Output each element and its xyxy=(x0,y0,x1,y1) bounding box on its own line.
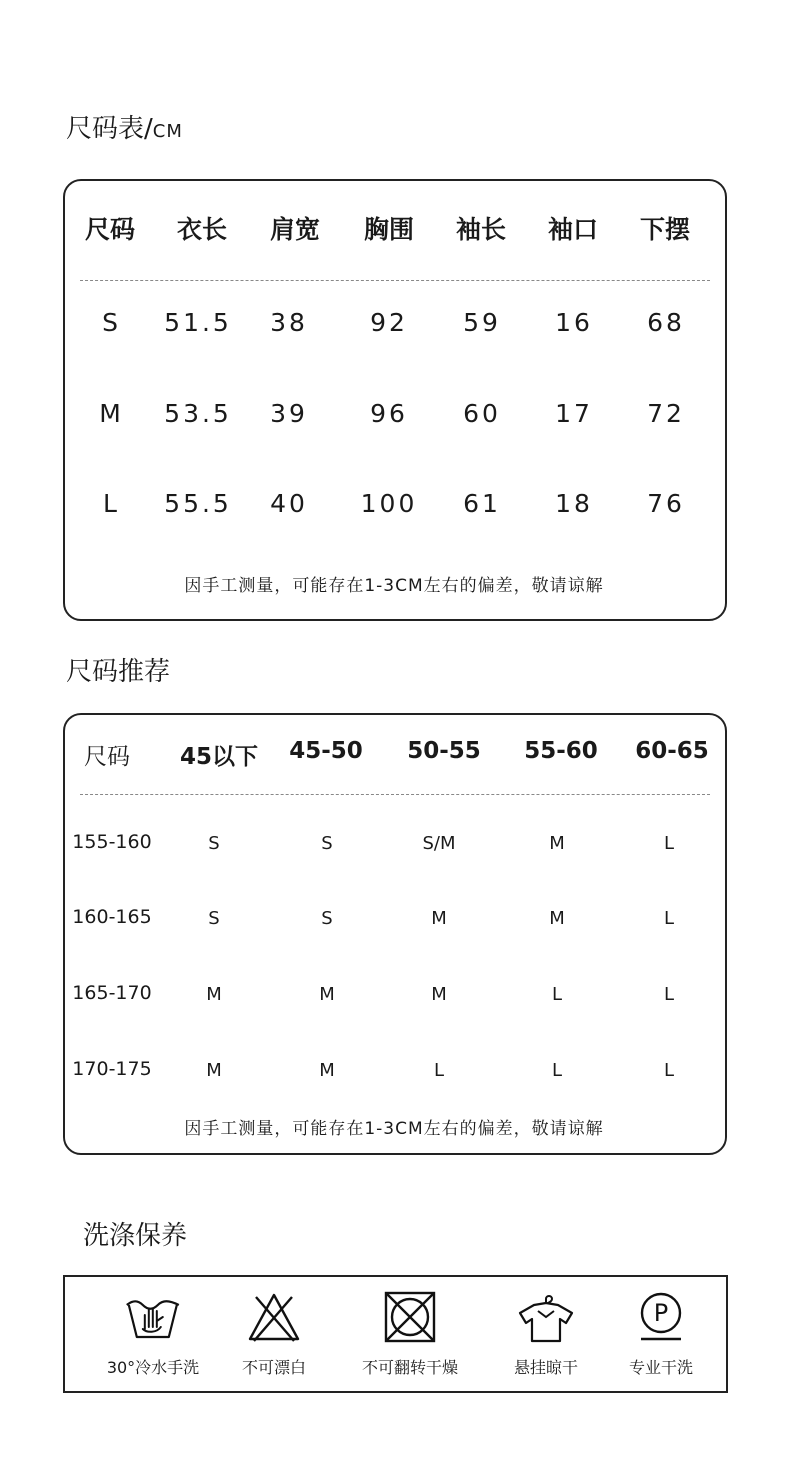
size-value: 39 xyxy=(270,399,308,428)
size-value: 68 xyxy=(647,308,685,337)
recommend-value: L xyxy=(663,984,675,1005)
size-value: 59 xyxy=(463,308,501,337)
size-value: 96 xyxy=(370,399,408,428)
recommend-value: M xyxy=(549,908,565,929)
recommend-value: M xyxy=(206,1060,222,1081)
size-value: 18 xyxy=(555,489,593,518)
recommend-value: M xyxy=(319,1060,335,1081)
recommend-value: M xyxy=(319,984,335,1005)
recommend-header: 60-65 xyxy=(635,738,709,764)
recommend-value: L xyxy=(433,1060,445,1081)
care-label: 30°冷水手洗 xyxy=(106,1358,200,1377)
recommend-value: L xyxy=(551,984,563,1005)
size-value: 92 xyxy=(370,308,408,337)
care-title: 洗涤保养 xyxy=(83,1221,188,1251)
size-label: S xyxy=(102,308,118,337)
recommend-header: 45以下 xyxy=(179,744,259,770)
recommend-value: S xyxy=(208,908,220,929)
care-item-hand-wash xyxy=(107,1291,199,1378)
size-value: 40 xyxy=(270,489,308,518)
size-label: M xyxy=(99,399,121,428)
recommend-value: M xyxy=(431,984,447,1005)
size-chart-unit: CM xyxy=(152,121,183,142)
care-item-no-tumble-dry xyxy=(362,1291,458,1378)
recommend-header: 50-55 xyxy=(407,738,481,764)
recommend-divider xyxy=(80,794,710,795)
size-value: 53.5 xyxy=(164,399,232,428)
hang-dry-icon xyxy=(516,1291,576,1343)
recommend-title: 尺码推荐 xyxy=(66,657,171,687)
height-label: 160-165 xyxy=(72,906,152,928)
height-label: 170-175 xyxy=(72,1058,152,1080)
size-label: L xyxy=(103,489,117,518)
size-chart-header: 尺码 xyxy=(84,215,136,244)
recommend-value: L xyxy=(663,833,675,854)
size-chart-header: 肩宽 xyxy=(269,215,321,244)
size-value: 72 xyxy=(647,399,685,428)
recommend-value: S xyxy=(321,908,333,929)
size-value: 38 xyxy=(270,308,308,337)
care-label: 不可漂白 xyxy=(241,1358,307,1377)
size-chart-divider xyxy=(80,280,710,281)
height-label: 155-160 xyxy=(72,831,152,853)
size-value: 17 xyxy=(555,399,593,428)
size-chart-header: 胸围 xyxy=(363,215,415,244)
size-chart-header: 袖长 xyxy=(455,215,507,244)
recommend-box xyxy=(63,713,727,1155)
recommend-value: S xyxy=(321,833,333,854)
recommend-header: 45-50 xyxy=(289,738,363,764)
care-label: 专业干洗 xyxy=(628,1358,694,1377)
recommend-value: S/M xyxy=(422,833,456,854)
size-value: 51.5 xyxy=(164,308,232,337)
size-chart-title-text: 尺码表/ xyxy=(66,114,153,144)
recommend-header: 55-60 xyxy=(524,738,598,764)
care-item-dry-clean xyxy=(629,1291,693,1378)
size-chart-header: 袖口 xyxy=(547,215,599,244)
care-label: 悬挂晾干 xyxy=(513,1358,579,1377)
no-bleach-icon xyxy=(246,1291,302,1343)
size-chart-header: 下摆 xyxy=(639,215,691,244)
care-item-no-bleach xyxy=(242,1291,306,1378)
size-chart-title xyxy=(66,108,183,145)
height-label: 165-170 xyxy=(72,982,152,1004)
size-value: 16 xyxy=(555,308,593,337)
recommend-value: M xyxy=(431,908,447,929)
size-chart-header: 衣长 xyxy=(176,215,228,244)
size-chart-note: 因手工测量，可能存在1-3CM左右的偏差，敬请谅解 xyxy=(184,576,604,596)
recommend-value: M xyxy=(206,984,222,1005)
recommend-value: S xyxy=(208,833,220,854)
size-value: 61 xyxy=(463,489,501,518)
recommend-note: 因手工测量，可能存在1-3CM左右的偏差，敬请谅解 xyxy=(184,1119,604,1139)
hand-wash-icon xyxy=(123,1291,183,1343)
recommend-header: 尺码 xyxy=(84,744,130,770)
care-item-hang-dry xyxy=(514,1291,578,1378)
recommend-value: L xyxy=(663,1060,675,1081)
size-value: 100 xyxy=(360,489,418,518)
size-value: 76 xyxy=(647,489,685,518)
professional-dry-clean-icon xyxy=(633,1291,689,1343)
recommend-value: L xyxy=(551,1060,563,1081)
size-value: 60 xyxy=(463,399,501,428)
recommend-value: L xyxy=(663,908,675,929)
care-label: 不可翻转干燥 xyxy=(361,1358,459,1377)
no-tumble-dry-icon xyxy=(382,1291,438,1343)
care-box xyxy=(63,1275,728,1393)
svg-text:P: P xyxy=(653,1299,669,1327)
recommend-value: M xyxy=(549,833,565,854)
size-value: 55.5 xyxy=(164,489,232,518)
